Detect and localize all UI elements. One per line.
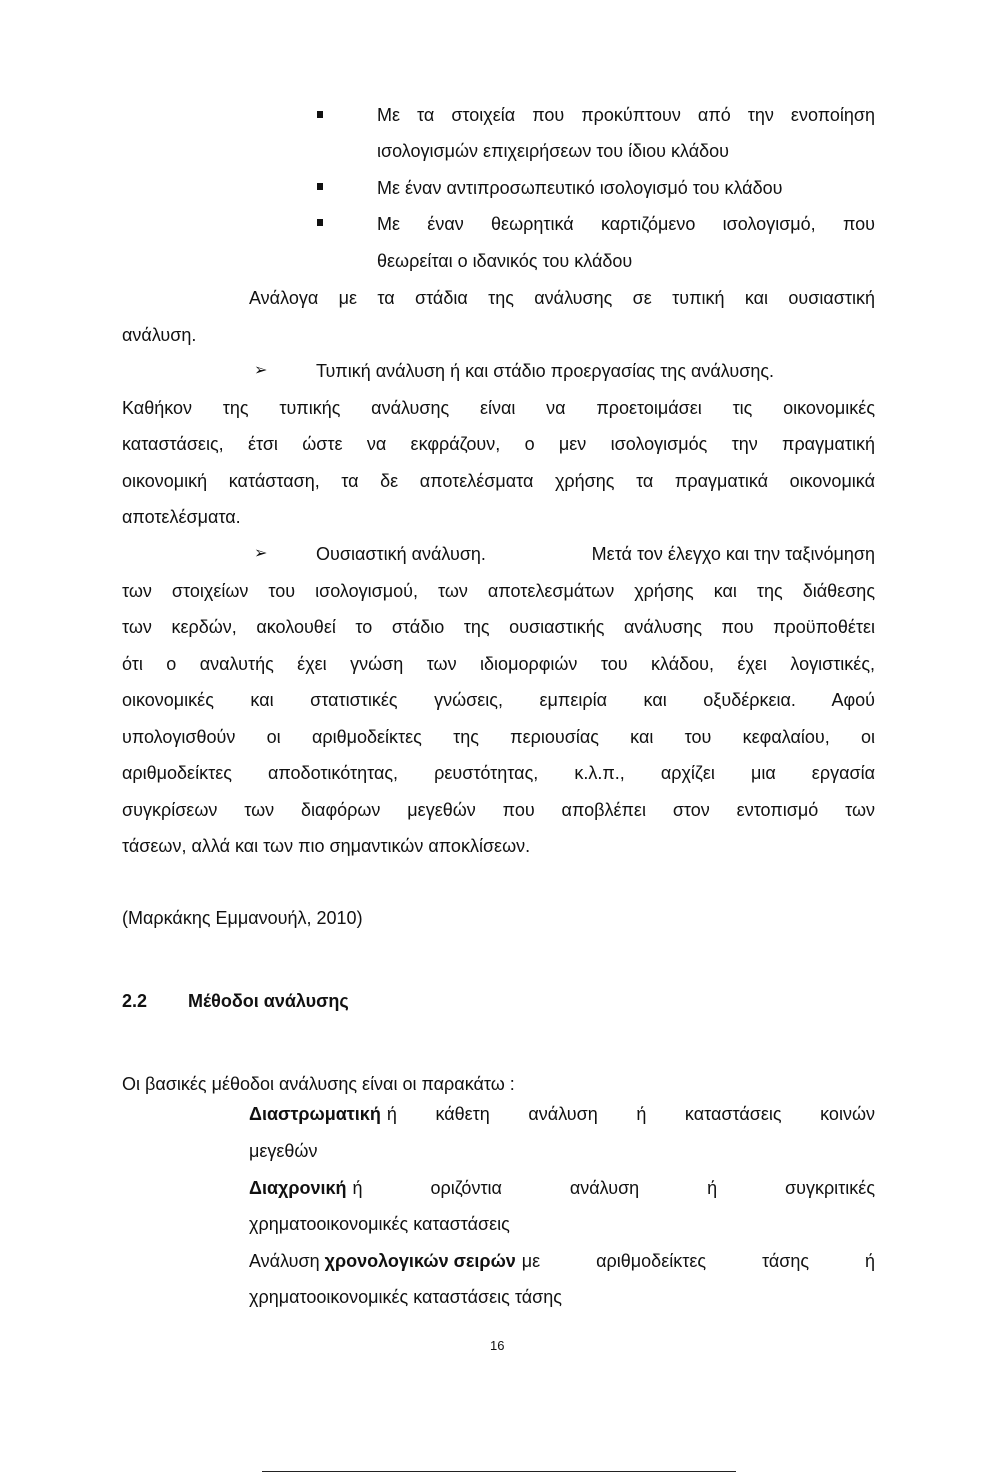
method-1-line-1 (249, 1103, 875, 1125)
substantive-line-1: των στοιχείων του ισολογισμού, των αποτελεσμάτων χρήσης και της διάθεσης (122, 581, 875, 601)
method-2-line-2: χρηματοοικονομικές καταστάσεις (249, 1214, 510, 1234)
section-title: Μέθοδοι ανάλυσης (188, 991, 349, 1011)
section-number: 2.2 (122, 991, 148, 1011)
paragraph-stages-line-2: ανάλυση. (122, 325, 197, 345)
substantive-analysis-heading (316, 543, 875, 565)
method-3-bold: χρονολογικών σειρών (324, 1251, 516, 1271)
arrow-bullet-icon: ➢ (254, 362, 268, 379)
typical-analysis-heading: Τυπική ανάλυση ή και στάδιο προεργασίας της ανάλυσης. (316, 361, 775, 381)
citation: (Μαρκάκης Εμμανουήλ, 2010) (122, 908, 363, 928)
substantive-tail: Μετά τον έλεγχο και την ταξινόμηση (591, 544, 875, 564)
bullet-marker (317, 183, 323, 190)
method-2-rest: ή οριζόντια ανάλυση ή συγκριτικές (352, 1178, 875, 1198)
page-number: 16 (490, 1338, 505, 1353)
paragraph-stages-line-1: Ανάλογα με τα στάδια της ανάλυσης σε τυπική και ουσιαστική (249, 288, 875, 308)
method-2-line-1 (249, 1177, 875, 1199)
substantive-line-7: συγκρίσεων των διαφόρων μεγεθών που αποβλέπει στον εντοπισμό των (122, 800, 875, 820)
method-1-rest: ή κάθετη ανάλυση ή καταστάσεις κοινών (386, 1104, 875, 1124)
bullet-2-line-1: Με έναν αντιπροσωπευτικό ισολογισμό του κλάδου (377, 178, 783, 198)
bullet-3-line-1: Με έναν θεωρητικά καρτιζόμενο ισολογισμό, που (377, 214, 875, 234)
substantive-line-8: τάσεων, αλλά και των πιο σημαντικών αποκλίσεων. (122, 836, 531, 856)
arrow-bullet-icon: ➢ (254, 545, 268, 562)
substantive-line-5: υπολογισθούν οι αριθμοδείκτες της περιουσίας και του κεφαλαίου, οι (122, 727, 875, 747)
method-3-line-2: χρηματοοικονομικές καταστάσεις τάσης (249, 1287, 562, 1307)
methods-intro: Οι βασικές μέθοδοι ανάλυσης είναι οι παρακάτω : (122, 1074, 515, 1094)
typical-line-4: αποτελέσματα. (122, 507, 241, 527)
bullet-marker (317, 111, 323, 118)
substantive-line-6: αριθμοδείκτες αποδοτικότητας, ρευστότητας, κ.λ.π., αρχίζει μια εργασία (122, 763, 875, 783)
substantive-head: Ουσιαστική ανάλυση. (316, 544, 486, 564)
bullet-marker (317, 219, 323, 226)
typical-line-2: καταστάσεις, έτσι ώστε να εκφράζουν, ο μεν ισολογισμός την πραγματική (122, 434, 875, 454)
substantive-line-4: οικονομικές και στατιστικές γνώσεις, εμπειρία και οξυδέρκεια. Αφού (122, 690, 875, 710)
method-2-bold: Διαχρονική (249, 1178, 347, 1198)
substantive-line-2: των κερδών, ακολουθεί το στάδιο της ουσιαστικής ανάλυσης που προϋποθέτει (122, 617, 875, 637)
method-3-rest: με αριθμοδείκτες τάσης ή (521, 1251, 875, 1271)
method-3-pre: Ανάλυση (249, 1251, 325, 1271)
substantive-line-3: ότι ο αναλυτής έχει γνώση των ιδιομορφιών του κλάδου, έχει λογιστικές, (122, 654, 875, 674)
bullet-1-line-2: ισολογισμών επιχειρήσεων του ίδιου κλάδου (377, 141, 729, 161)
bullet-3-line-2: θεωρείται ο ιδανικός του κλάδου (377, 251, 633, 271)
method-1-line-2: μεγεθών (249, 1141, 318, 1161)
footer-rule (262, 1471, 736, 1472)
typical-line-1: Καθήκον της τυπικής ανάλυσης είναι να προετοιμάσει τις οικονομικές (122, 398, 875, 418)
method-3-line-1 (249, 1250, 875, 1272)
method-1-bold: Διαστρωματική (249, 1104, 381, 1124)
bullet-1-line-1: Με τα στοιχεία που προκύπτουν από την ενοποίηση (377, 105, 875, 125)
typical-line-3: οικονομική κατάσταση, τα δε αποτελέσματα χρήσης τα πραγματικά οικονομικά (122, 471, 875, 491)
